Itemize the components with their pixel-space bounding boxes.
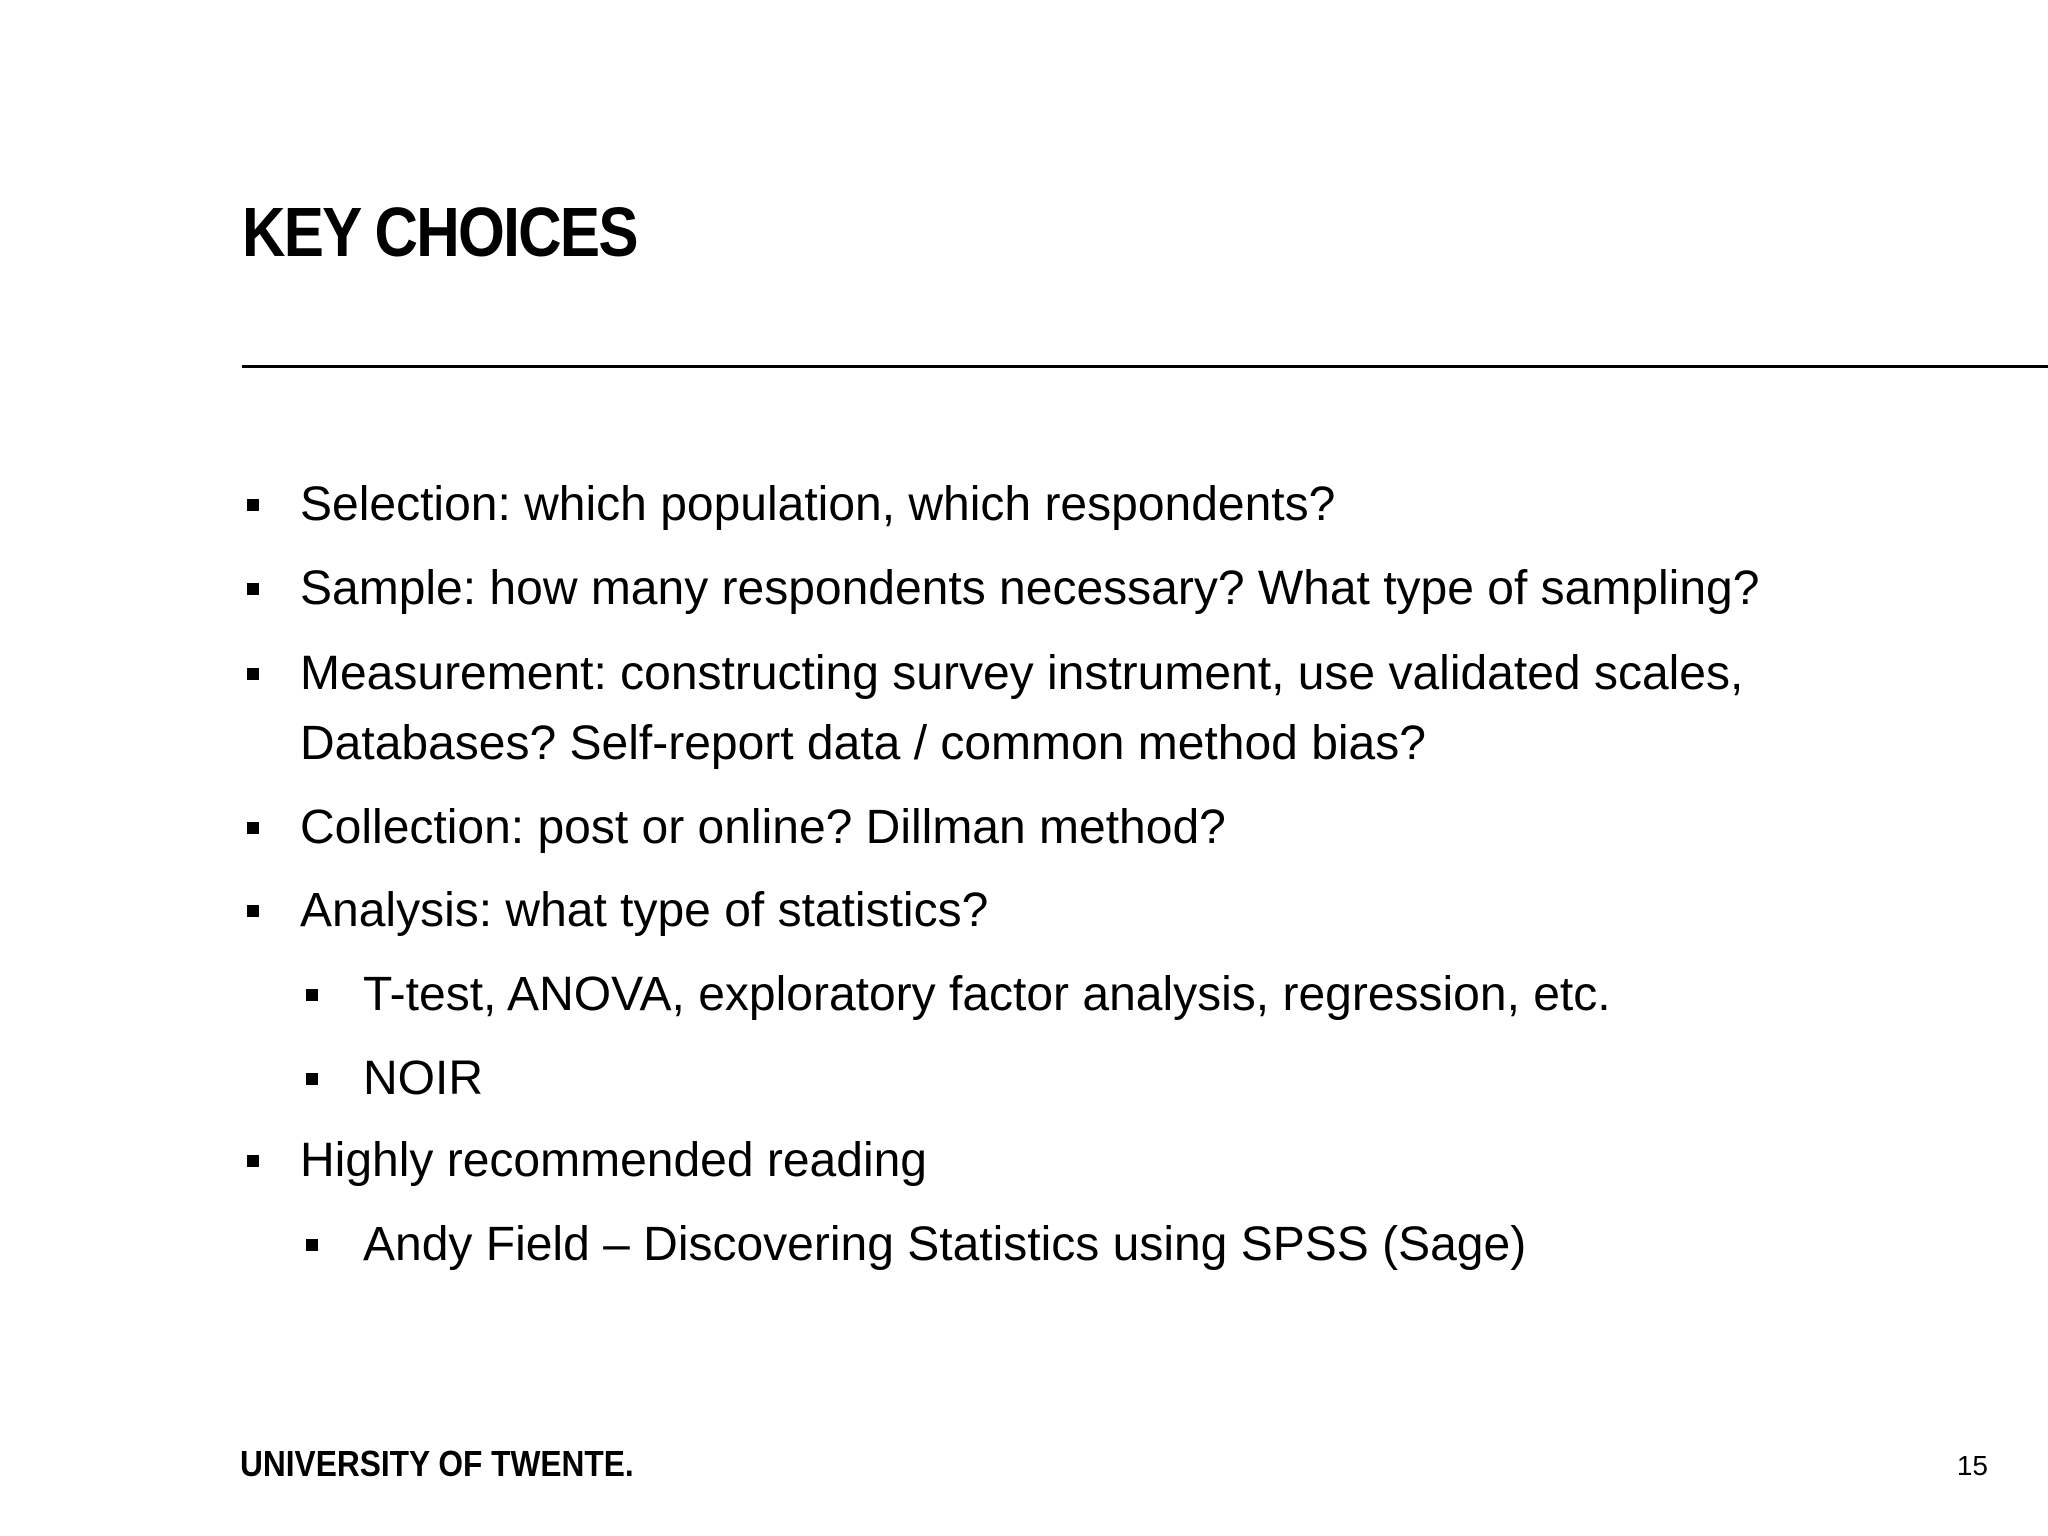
bullet-text: Databases? Self-report data / common method bias?: [300, 717, 1426, 770]
bullet-text: Highly recommended reading: [300, 1134, 927, 1187]
bullet-item-sample: [300, 553, 1759, 625]
bullet-item-measurement: [300, 638, 1743, 710]
square-bullet-icon: [247, 668, 259, 680]
sub-bullet-item-tests: [363, 959, 1611, 1031]
square-bullet-icon: [247, 583, 259, 595]
bullet-text: NOIR: [363, 1052, 483, 1105]
bullet-item-collection: [300, 792, 1226, 864]
page-number: 15: [1956, 1450, 1988, 1481]
bullet-text: Collection: post or online? Dillman method?: [300, 801, 1226, 854]
bullet-item-selection: [300, 469, 1335, 541]
square-bullet-icon: [306, 1073, 318, 1085]
sub-bullet-item-book: [363, 1209, 1526, 1281]
bullet-text: Andy Field – Discovering Statistics using SPSS (Sage): [363, 1218, 1527, 1271]
sub-bullet-item-noir: [363, 1043, 483, 1115]
bullet-text: T-test, ANOVA, exploratory factor analysis, regression, etc.: [363, 968, 1611, 1021]
bullet-item-analysis: [300, 875, 988, 947]
bullet-text: Selection: which population, which respondents?: [300, 478, 1336, 531]
square-bullet-icon: [247, 499, 259, 511]
bullet-item-reading: [300, 1125, 927, 1197]
bullet-text: Analysis: what type of statistics?: [300, 884, 989, 937]
bullet-text: Sample: how many respondents necessary? What type of sampling?: [300, 562, 1760, 615]
university-logo: UNIVERSITY OF TWENTE.: [240, 1443, 634, 1484]
square-bullet-icon: [247, 822, 259, 834]
square-bullet-icon: [247, 1155, 259, 1167]
square-bullet-icon: [306, 989, 318, 1001]
square-bullet-icon: [306, 1239, 318, 1251]
square-bullet-icon: [247, 905, 259, 917]
bullet-item-measurement-continued: [300, 708, 1426, 780]
slide-title: KEY CHOICES: [242, 193, 637, 271]
bullet-text: Measurement: constructing survey instrument, use validated scales,: [300, 647, 1744, 700]
